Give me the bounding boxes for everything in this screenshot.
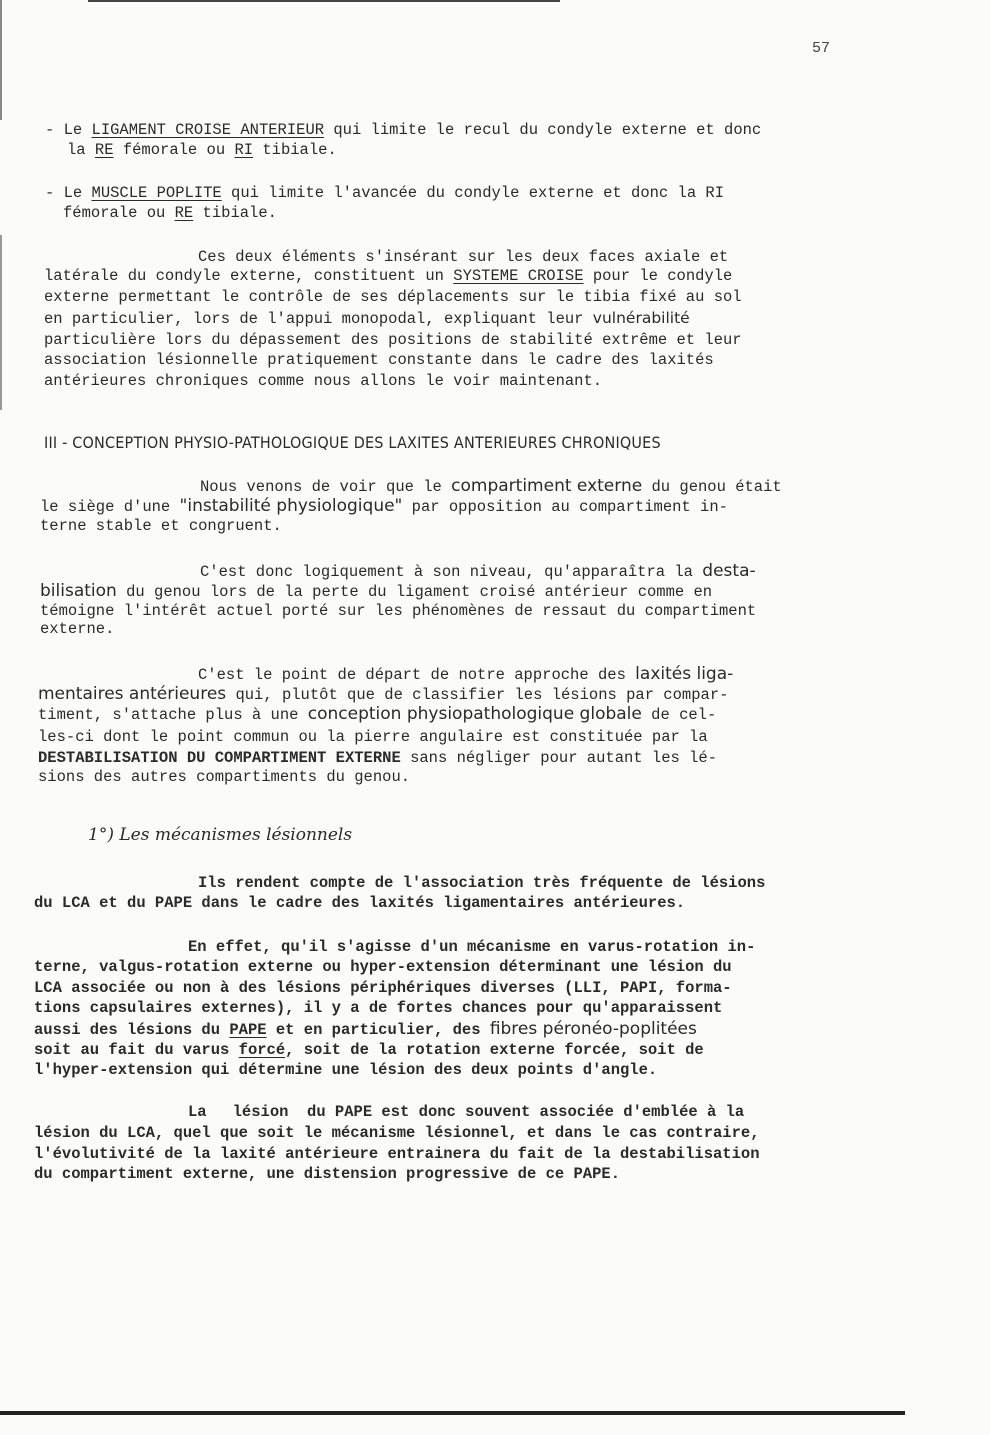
text: timent, s'attache plus à une xyxy=(38,706,308,724)
para7-line: l'évolutivité de la laxité antérieure entrainera du fait de la destabilisation xyxy=(34,1145,760,1163)
para2-line: terne stable et congruent. xyxy=(40,517,282,535)
bottom-rule xyxy=(0,1411,905,1415)
para6-line xyxy=(34,1019,697,1040)
text: vulnérabilité xyxy=(592,309,690,327)
text: laxités liga- xyxy=(635,664,734,684)
term-force: forcé xyxy=(238,1041,286,1059)
para3-line: externe. xyxy=(40,620,115,638)
para3-line xyxy=(200,561,756,582)
term-re: RE xyxy=(174,204,194,222)
bullet-muscle-line1 xyxy=(45,183,724,203)
para5-line: Ils rendent compte de l'association très fréquente de lésions xyxy=(198,874,766,892)
text: La xyxy=(188,1103,207,1121)
text: desta- xyxy=(702,561,756,581)
text: en particulier, lors de l'appui monopodal, expliquant leur xyxy=(44,310,593,328)
para6-line: En effet, qu'il s'agisse d'un mécanisme en varus-rotation in- xyxy=(188,938,756,956)
para1-line: particulière lors du dépassement des positions de stabilité extrême et leur xyxy=(44,331,742,349)
text: qui, plutôt que de classifier les lésions par compar- xyxy=(226,686,729,704)
term-lca: LIGAMENT CROISE ANTERIEUR xyxy=(91,121,325,139)
term-re: RE xyxy=(94,141,114,159)
para5-line: du LCA et du PAPE dans le cadre des laxités ligamentaires antérieures. xyxy=(34,894,686,912)
text: soit au fait du varus xyxy=(34,1041,239,1059)
text: C'est donc logiquement à son niveau, qu'apparaîtra la xyxy=(200,563,703,581)
text: et en particulier, des xyxy=(266,1021,490,1039)
text: fibres péronéo-poplitées xyxy=(489,1019,697,1039)
text: du genou lors de la perte du ligament croisé antérieur comme en xyxy=(116,583,713,601)
text: mentaires antérieures xyxy=(38,684,227,704)
text: par opposition au compartiment in- xyxy=(402,498,728,516)
para1-line: antérieures chroniques comme nous allons le voir maintenant. xyxy=(44,372,603,390)
para4-line xyxy=(38,704,716,725)
bullet-ligament-line2 xyxy=(67,140,337,160)
text: , soit de la rotation externe forcée, soit de xyxy=(285,1041,704,1059)
para7-line: lésion du LCA, quel que soit le mécanisme lésionnel, et dans le cas contraire, xyxy=(34,1124,760,1142)
text: lésion du PAPE est donc souvent associée d'emblée à la xyxy=(232,1103,745,1121)
para1-line xyxy=(44,308,690,329)
text: latérale du condyle externe, constituent un xyxy=(44,267,454,285)
para4-line xyxy=(38,748,717,768)
bullet-text: qui limite le recul du condyle externe et donc xyxy=(324,121,762,139)
text: "instabilité physiologique" xyxy=(179,496,403,516)
bullet-prefix: - Le xyxy=(45,121,92,139)
section-heading: III - CONCEPTION PHYSIO-PATHOLOGIQUE DES LAXITES ANTERIEURES CHRONIQUES xyxy=(44,433,661,452)
text: compartiment externe xyxy=(451,476,643,496)
text: bilisation xyxy=(40,581,117,601)
bullet-muscle-line2 xyxy=(63,203,277,223)
text: le siège d'une xyxy=(40,498,180,516)
bullet-ligament-line1 xyxy=(45,120,761,140)
bullet-prefix: - Le xyxy=(45,184,92,202)
scan-edge xyxy=(0,235,2,410)
text: fémorale ou xyxy=(113,141,235,159)
para6-line: l'hyper-extension qui détermine une lésion des deux points d'angle. xyxy=(34,1061,658,1079)
text: pour le condyle xyxy=(583,267,733,285)
text: de cel- xyxy=(641,706,717,724)
top-rule xyxy=(88,0,560,2)
text: conception physiopathologique globale xyxy=(307,704,642,724)
text: fémorale ou xyxy=(63,204,175,222)
para1-line: externe permettant le contrôle de ses déplacements sur le tibia fixé au sol xyxy=(44,288,742,306)
page-number: 57 xyxy=(812,40,831,57)
para6-line: LCA associée ou non à des lésions périphériques diverses (LLI, PAPI, forma- xyxy=(34,979,732,997)
para6-line xyxy=(34,1040,704,1060)
text: la xyxy=(67,141,95,159)
para7-line xyxy=(188,1102,744,1122)
para6-line: tions capsulaires externes), il y a de fortes chances pour qu'apparaissent xyxy=(34,999,723,1017)
para4-line: sions des autres compartiments du genou. xyxy=(38,768,411,786)
text: DESTABILISATION DU COMPARTIMENT EXTERNE xyxy=(38,749,401,767)
para2-line xyxy=(40,496,728,517)
text: C'est le point de départ de notre approche des xyxy=(198,666,636,684)
subheading-mecanismes: 1°) Les mécanismes lésionnels xyxy=(88,825,353,845)
scan-edge xyxy=(0,0,2,120)
para1-line: association lésionnelle pratiquement constante dans le cadre des laxités xyxy=(44,351,714,369)
text: sans négliger pour autant les lé- xyxy=(400,749,718,767)
para4-line xyxy=(38,684,728,705)
para1-line: Ces deux éléments s'insérant sur les deux faces axiale et xyxy=(198,248,729,266)
para2-line xyxy=(200,476,782,497)
term-muscle-poplite: MUSCLE POPLITE xyxy=(91,184,222,202)
text: du genou était xyxy=(642,478,782,496)
para3-line: témoigne l'intérêt actuel porté sur les phénomènes de ressaut du compartiment xyxy=(40,602,757,620)
para4-line xyxy=(198,664,733,685)
para1-line xyxy=(44,266,732,286)
term-pape: PAPE xyxy=(229,1021,267,1039)
text: aussi des lésions du xyxy=(34,1021,230,1039)
para3-line xyxy=(40,581,712,602)
text: tibiale. xyxy=(253,141,337,159)
bullet-text: qui limite l'avancée du condyle externe et donc la RI xyxy=(221,184,725,202)
text: Nous venons de voir que le xyxy=(200,478,452,496)
term-ri: RI xyxy=(234,141,254,159)
para4-line: les-ci dont le point commun ou la pierre angulaire est constituée par la xyxy=(38,728,708,746)
para7-line: du compartiment externe, une distension progressive de ce PAPE. xyxy=(34,1165,620,1183)
term-systeme-croise: SYSTEME CROISE xyxy=(453,267,584,285)
text: tibiale. xyxy=(193,204,277,222)
para6-line: terne, valgus-rotation externe ou hyper-extension déterminant une lésion du xyxy=(34,958,732,976)
